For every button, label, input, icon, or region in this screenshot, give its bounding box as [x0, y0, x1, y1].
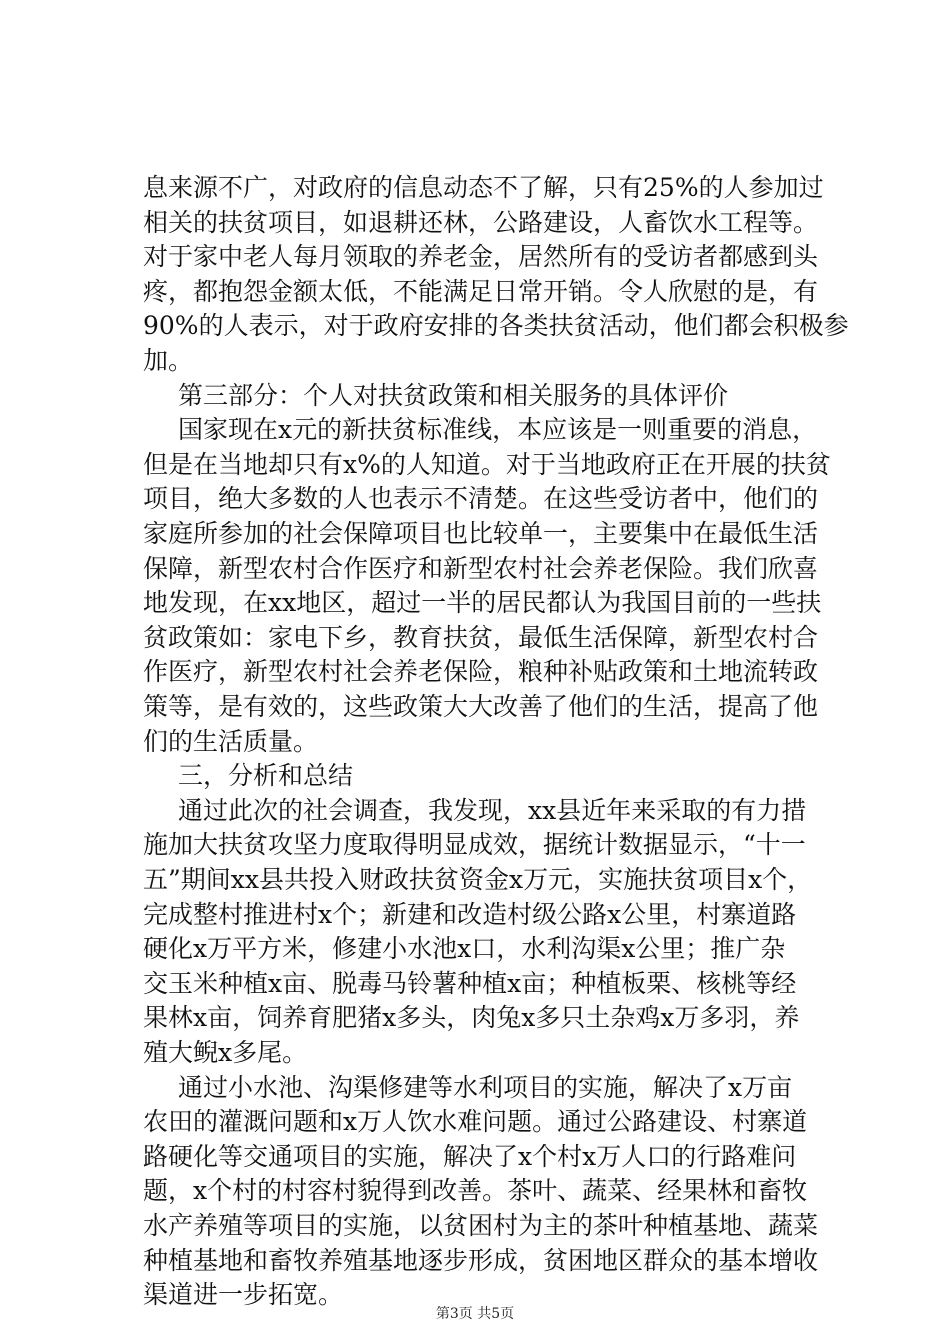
- text-line: 施加大扶贫攻坚力度取得明显成效，据统计数据显示，“十一: [143, 830, 806, 860]
- text-line: 保障，新型农村合作医疗和新型农村社会养老保险。我们欣喜: [143, 553, 819, 583]
- text-line: 相关的扶贫项目，如退耕还林，公路建设，人畜饮水工程等。: [143, 207, 819, 237]
- section-heading: 三，分析和总结: [178, 761, 354, 791]
- page-footer: 第3页 共5页: [435, 1306, 515, 1322]
- text-line: 果林x亩，饲养育肥猪x多头，肉兔x多只土杂鸡x万多羽，养: [143, 1003, 800, 1033]
- text-line: 水产养殖等项目的实施，以贫困村为主的茶叶种植基地、蔬菜: [143, 1211, 819, 1240]
- text-line: 90%的人表示，对于政府安排的各类扶贫活动，他们都会积极参: [143, 311, 849, 341]
- text-line: 交玉米种植x亩、脱毒马铃薯种植x亩；种植板栗、核桃等经: [143, 968, 797, 998]
- text-line: 策等，是有效的，这些政策大大改善了他们的生活，提高了他: [143, 692, 819, 721]
- text-line: 硬化x万平方米，修建小水池x口，水利沟渠x公里；推广杂: [143, 934, 786, 964]
- text-line: 渠道进一步拓宽。: [143, 1280, 344, 1310]
- text-line: 国家现在x元的新扶贫标准线，本应该是一则重要的消息，: [178, 415, 818, 445]
- text-line: 贫政策如：家电下乡，教育扶贫，最低生活保障，新型农村合: [143, 622, 819, 652]
- text-line: 完成整村推进村x个；新建和改造村级公路x公里，村寨道路: [143, 899, 797, 929]
- text-line: 五”期间xx县共投入财政扶贫资金x万元，实施扶贫项目x个，: [143, 865, 813, 894]
- text-line: 疼，都抱怨金额太低，不能满足日常开销。令人欣慰的是，有: [143, 276, 819, 306]
- text-line: 殖大鲵x多尾。: [143, 1038, 308, 1067]
- text-line: 家庭所参加的社会保障项目也比较单一，主要集中在最低生活: [143, 519, 819, 548]
- text-line: 加。: [143, 346, 194, 375]
- text-line: 通过此次的社会调查，我发现，xx县近年来采取的有力措: [178, 795, 807, 825]
- section-heading: 第三部分：个人对扶贫政策和相关服务的具体评价: [178, 380, 729, 410]
- text-line: 农田的灌溉问题和x万人饮水难问题。通过公路建设、村寨道: [143, 1107, 808, 1137]
- text-line: 作医疗，新型农村社会养老保险，粮种补贴政策和土地流转政: [143, 657, 819, 687]
- text-line: 项目，绝大多数的人也表示不清楚。在这些受访者中，他们的: [143, 484, 819, 514]
- text-line: 地发现，在xx地区，超过一半的居民都认为我国目前的一些扶: [143, 588, 822, 618]
- text-line: 但是在当地却只有x%的人知道。对于当地政府正在开展的扶贫: [143, 449, 831, 479]
- text-line: 通过小水池、沟渠修建等水利项目的实施，解决了x万亩: [178, 1072, 793, 1102]
- text-line: 路硬化等交通项目的实施，解决了x个村x万人口的行路难问: [143, 1141, 797, 1171]
- text-line: 题，x个村的村容村貌得到改善。茶叶、蔬菜、经果林和畜牧: [143, 1176, 808, 1206]
- text-line: 种植基地和畜牧养殖基地逐步形成，贫困地区群众的基本增收: [143, 1245, 819, 1275]
- text-line: 息来源不广，对政府的信息动态不了解，只有25%的人参加过: [143, 173, 824, 202]
- text-line: 们的生活质量。: [143, 726, 319, 756]
- text-line: 对于家中老人每月领取的养老金，居然所有的受访者都感到头: [143, 242, 819, 272]
